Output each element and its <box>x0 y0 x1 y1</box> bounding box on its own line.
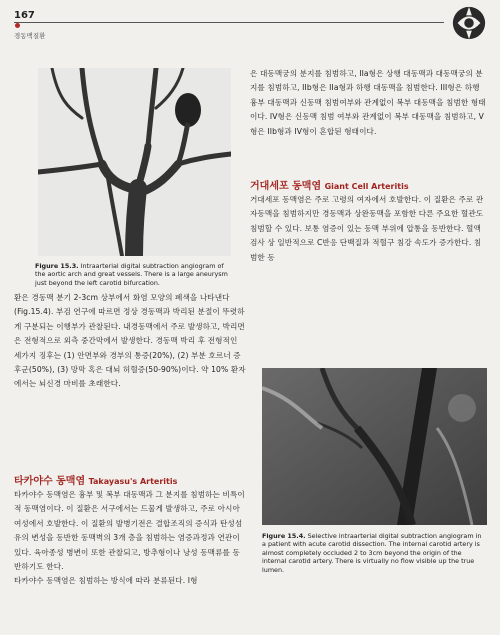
section-label: 경동맥질환 <box>14 32 46 40</box>
figure-15-4-label: Figure 15.4. <box>262 532 306 540</box>
figure-15-4-angiogram <box>262 368 487 525</box>
heading-en: Giant Cell Arteritis <box>324 182 409 191</box>
figure-15-3-text: Intraarterial digital subtraction angiogram of the aortic arch and great vessels. There is a large aneurysm just beyond the left carotid bifurcation. <box>35 262 228 287</box>
header-rule <box>14 22 444 23</box>
heading-ko: 타카야수 동맥염 <box>14 476 86 487</box>
book-logo-icon <box>450 4 488 42</box>
figure-15-3-caption <box>35 262 235 287</box>
figure-15-3-angiogram <box>38 68 231 256</box>
figure-15-3-label: Figure 15.3. <box>35 262 79 270</box>
section-bullet-icon <box>15 23 20 28</box>
heading-ko: 거대세포 동맥염 <box>250 181 322 192</box>
heading-giant-cell-arteritis <box>250 177 409 192</box>
left-paragraph-1: 환은 경동맥 분기 2-3cm 상부에서 화염 모양의 폐색을 나타낸다(Fig.15.4). 부검 연구에 따르면 정상 경동맥과 박리된 분절이 뚜렷하게 구분되는 이행부가 관찰된다. 내경동맥에서 주로 발생하고, 박리면은 전형적으로 외측 중간막에서 발생한다. 경동맥 박리 후 전형적인 세가지 징후는 (1) 안면부와 경부의 통증(20%), (2) 부분 호르너 증후군(50%), (3) 망막 혹은 대뇌 허혈증(50-90%)이다. 약 10% 환자에서는 뇌신경 마비를 초래한다. <box>14 293 246 389</box>
heading-en: Takayasu's Arteritis <box>88 477 178 486</box>
heading-takayasu-arteritis <box>14 472 177 487</box>
right-paragraph-1: 은 대동맥궁의 분지를 침범하고, IIa형은 상행 대동맥과 대동맥궁의 분지를 침범하고, IIb형은 IIa형과 하행 대동맥을 침범한다. III형은 하행 흉부 대동맥과 신동맥 침범여부와 관계없이 복부 대동맥을 침범한 형태이다. IV형은 신동맥 침범 여부와 관계없이 복부 대동맥을 침범하고, V형은 IIb형과 IV형이 혼합된 형태이다. <box>250 69 486 136</box>
figure-15-4-caption <box>262 532 484 574</box>
right-paragraph-2: 거대세포 동맥염은 주로 고령의 여자에서 호발한다. 이 질환은 주로 관자동맥을 침범하지만 경동맥과 상완동맥을 포함한 다른 주요한 혈관도 침범할 수 있다. 보통 염증이 있는 동맥 부위에 압통을 동반한다. 혈액검사 상 일반적으로 C반응 단백질과 적혈구 침강 속도가 증가한다. 침범한 동 <box>250 195 484 262</box>
page-number: 167 <box>14 10 35 21</box>
left-paragraph-2: 타카야수 동맥염은 흉부 및 복부 대동맥과 그 분지를 침범하는 비특이적 동맥염이다. 이 질환은 서구에서는 드물게 발생하고, 주로 아시아 여성에서 호발한다. 이 질환의 발병기전은 결합조직의 증식과 탄성섬유의 변성을 동반한 동맥벽의 3개 층을 침범하는 염증과정과 연관이 있다. 육아종성 병변이 또한 관찰되고, 방추형이나 낭성 동맥류를 동반하기도 한다. 타카야수 동맥염은 침범하는 방식에 따라 분류된다. I형 <box>14 490 245 586</box>
figure-15-4-text: Selective intraarterial digital subtraction angiogram in a patient with acute carotid dissection. The internal carotid artery is almost completely occluded 2 to 3cm beyond the origin of the internal carotid artery. There is virtually no flow visible up the true lumen. <box>262 532 482 574</box>
